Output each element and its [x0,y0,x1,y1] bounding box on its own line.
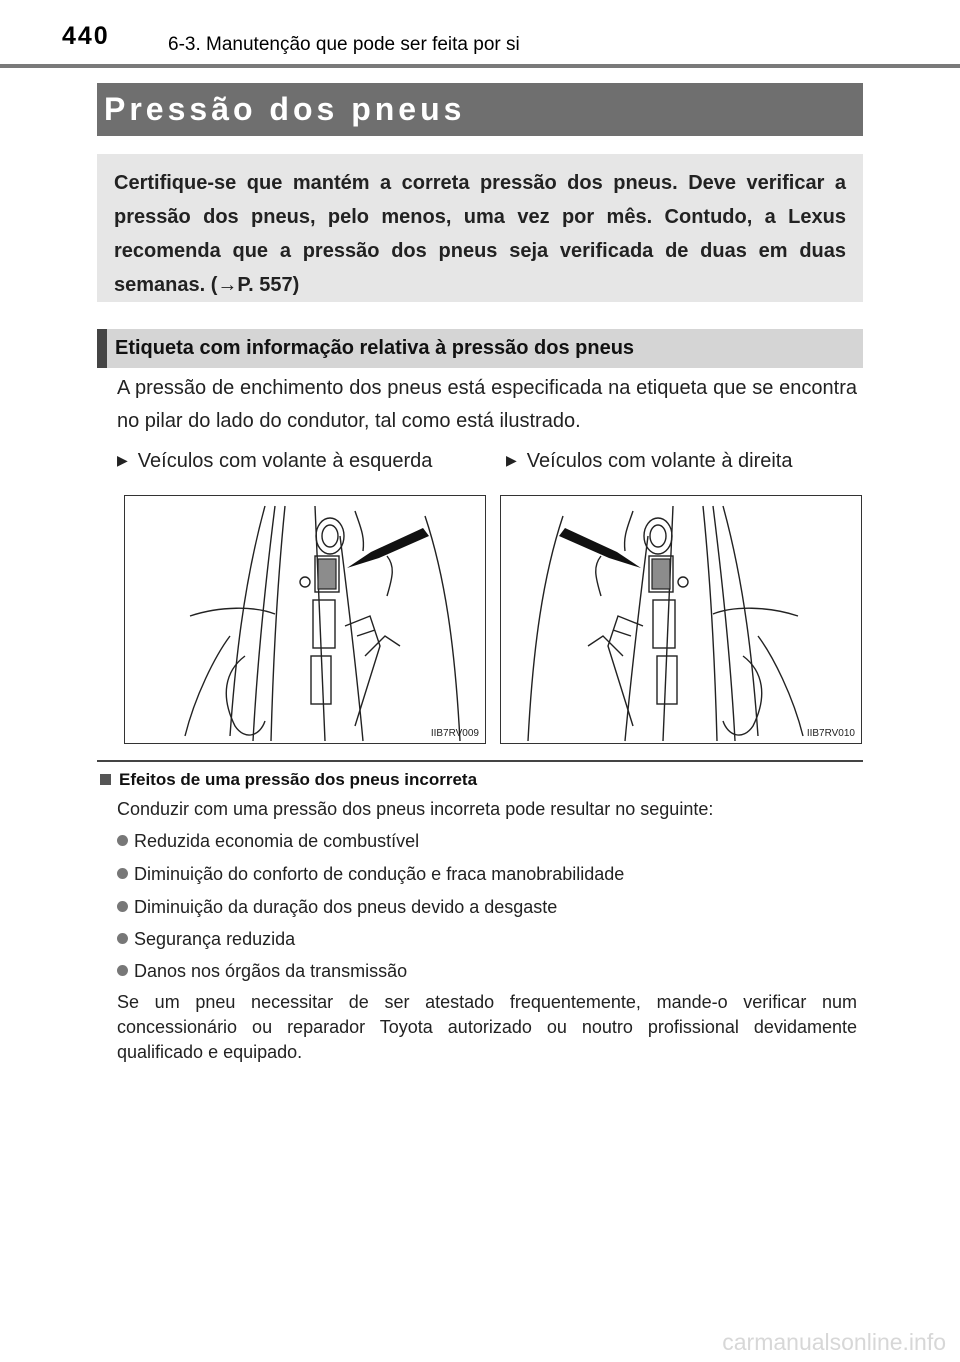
page-number: 440 [62,22,110,50]
list-item: Diminuição da duração dos pneus devido a desgaste [117,897,557,918]
page-title: Pressão dos pneus [104,91,466,127]
pillar-illustration-left [125,496,486,744]
round-bullet-icon [117,868,128,879]
watermark: carmanualsonline.info [722,1329,946,1355]
subsection-bar [97,329,863,368]
closing-paragraph: Se um pneu necessitar de ser atestado frequentemente, mande-o verificar num concessionário ou reparador Toyota autorizado ou noutro profissional devidamente qualificado e equipado. [117,992,857,1062]
triangle-bullet-icon: ▶ [506,452,517,468]
figure-code-right: IIB7RV010 [806,728,855,739]
caption-text: Veículos com volante à direita [526,450,793,472]
list-item: Diminuição do conforto de condução e fraca manobrabilidade [117,864,624,885]
header-divider [0,64,960,68]
subsection-heading: Etiqueta com informação relativa à pressão dos pneus [115,337,635,359]
effects-intro: Conduzir com uma pressão dos pneus incorreta pode resultar no seguinte: [117,799,714,819]
section-divider [97,760,863,762]
list-item: Reduzida economia de combustível [117,831,419,852]
list-item: Segurança reduzida [117,929,295,950]
intro-text: Certifique-se que mantém a correta pressão dos pneus. Deve verificar a pressão dos pneus, pelo menos, uma vez por mês. Contudo, a Lexus recomenda que a pressão dos pneus seja verificada de duas em duas semanas. (→P. 557) [114,172,846,296]
round-bullet-icon [117,901,128,912]
chapter-section-title: 6-3. Manutenção que pode ser feita por si [168,34,520,55]
round-bullet-icon [117,933,128,944]
figure-left-hand-drive [124,495,486,744]
figure-code-left: IIB7RV009 [430,728,479,739]
figure-right-hand-drive [500,495,862,744]
figure-caption-left [117,450,432,473]
square-bullet-icon [100,774,111,785]
title-bar [97,83,863,136]
list-item: Danos nos órgãos da transmissão [117,961,407,982]
pillar-illustration-right [501,496,862,744]
triangle-bullet-icon: ▶ [117,452,128,468]
label-paragraph: A pressão de enchimento dos pneus está especificada na etiqueta que se encontra no pilar do lado do condutor, tal como está ilustrado. [117,377,857,432]
effects-heading [100,770,477,790]
effects-heading-text: Efeitos de uma pressão dos pneus incorreta [119,770,478,789]
intro-box [97,154,863,302]
round-bullet-icon [117,835,128,846]
figure-caption-right [506,450,792,473]
round-bullet-icon [117,965,128,976]
caption-text: Veículos com volante à esquerda [137,450,433,472]
